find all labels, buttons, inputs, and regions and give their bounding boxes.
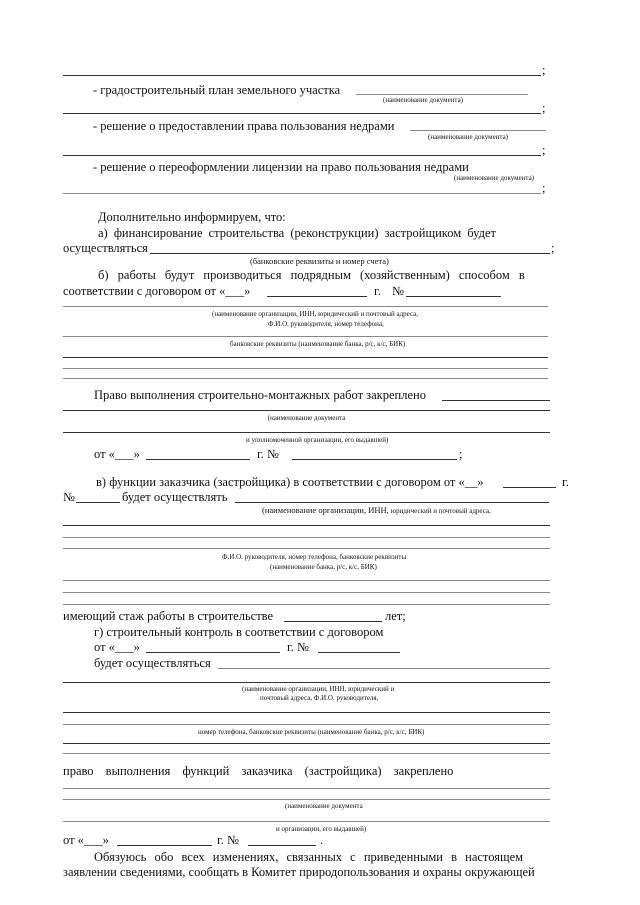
bank-caption: банковские реквизиты (наименование банка, р/с, к/с, БИК) xyxy=(230,340,406,348)
g-line: г) строительный контроль в соответствии с договором xyxy=(94,625,384,639)
fill-line[interactable] xyxy=(63,604,550,605)
org-caption: и организации, его выдавшей) xyxy=(276,825,367,833)
control-org-line[interactable] xyxy=(218,668,550,669)
fill-line[interactable] xyxy=(63,525,550,526)
fill-line[interactable] xyxy=(63,753,550,754)
stazh-end: лет; xyxy=(385,609,406,623)
fill-line[interactable] xyxy=(63,724,550,725)
fill-line[interactable] xyxy=(63,113,541,114)
closing-line2: заявлении сведениями, сообщать в Комитет природопользования и охраны окружающей xyxy=(63,865,535,879)
v-number-line[interactable] xyxy=(76,502,120,503)
org-caption xyxy=(262,505,491,515)
fill-line[interactable] xyxy=(63,306,548,307)
doc-caption: (наименование документа xyxy=(267,414,346,422)
control-number-line[interactable] xyxy=(318,652,400,653)
fill-line[interactable] xyxy=(63,743,550,744)
semicolon: ; xyxy=(542,143,546,157)
b-line2-mid: г. № xyxy=(374,284,404,298)
fill-line[interactable] xyxy=(63,368,548,369)
nedra-doc-line[interactable] xyxy=(410,130,546,131)
fill-line[interactable] xyxy=(63,592,550,593)
control-will: будет осуществляться xyxy=(94,656,211,670)
semicolon: ; xyxy=(551,241,555,255)
smr-ot-end: ; xyxy=(459,447,463,461)
finance-line[interactable] xyxy=(150,253,550,254)
org-caption: и уполномоченной организации, его выдавшей) xyxy=(246,436,389,444)
b-line1: б) работы будут производиться подрядным (хозяйственным) способом в xyxy=(98,268,525,282)
smr-ot-mid: г. № xyxy=(257,447,279,461)
intro-text: Дополнительно информируем, что: xyxy=(98,210,286,224)
fill-line[interactable] xyxy=(63,712,550,713)
fill-line[interactable] xyxy=(63,193,541,194)
contract-date-line[interactable] xyxy=(267,296,367,297)
fill-line[interactable] xyxy=(63,580,550,581)
org-caption: Ф.И.О. руководителя, номер телефона, xyxy=(268,320,384,328)
control-ot-start: от «___» xyxy=(94,640,140,654)
a-line1: а) финансирование строительства (реконструкции) застройщиком будет xyxy=(98,226,496,240)
rights-number-line[interactable] xyxy=(248,845,316,846)
doc-name-caption: (наименование документа) xyxy=(454,174,535,182)
fill-line[interactable] xyxy=(63,682,550,683)
bank-caption: номер телефона, банковские реквизиты (наименование банка, р/с, к/с, БИК) xyxy=(198,728,425,736)
smr-label: Право выполнения строительно-монтажных работ закреплено xyxy=(94,388,426,402)
doc-name-caption: (наименование документа) xyxy=(428,133,509,141)
bank-req-caption: (банковские реквизиты и номер счета) xyxy=(250,256,389,266)
v-line1-end: г. xyxy=(562,475,569,489)
rights-ot-end: . xyxy=(320,833,324,847)
fill-line[interactable] xyxy=(63,548,550,549)
a-line2: осуществляться xyxy=(63,241,148,255)
stazh-line[interactable] xyxy=(284,621,382,622)
v-date-line[interactable] xyxy=(503,487,556,488)
stazh-label: имеющий стаж работы в строительстве xyxy=(63,609,274,623)
rights-ot-mid: г. № xyxy=(217,833,239,847)
smr-date-line[interactable] xyxy=(146,459,250,460)
semicolon: ; xyxy=(542,101,546,115)
smr-number-line[interactable] xyxy=(292,459,457,460)
rights-date-line[interactable] xyxy=(117,845,212,846)
fill-line[interactable] xyxy=(63,75,541,76)
v-line2-no: № xyxy=(63,490,75,504)
org-caption: (наименование организации, ИНН, юридический и почтовый адреса, xyxy=(212,310,419,318)
gpzu-doc-line[interactable] xyxy=(356,94,528,95)
closing-line1: Обязуюсь обо всех изменениях, связанных с приведенными в настоящем xyxy=(94,850,524,864)
gpzu-label: - градостроительный план земельного участка xyxy=(93,83,341,97)
fill-line[interactable] xyxy=(63,336,548,337)
org-caption: почтовый адреса, Ф.И.О. руководителя, xyxy=(260,694,379,702)
semicolon: ; xyxy=(542,63,546,77)
org-caption-small: юридический и почтовый адреса, xyxy=(390,507,491,515)
fill-line[interactable] xyxy=(63,432,550,433)
smr-ot-start: от «___» xyxy=(94,447,140,461)
rights-ot-start: от «___» xyxy=(63,833,109,847)
contract-number-line[interactable] xyxy=(406,296,501,297)
org-caption-main: (наименование организации, ИНН, xyxy=(262,505,389,515)
control-ot-mid: г. № xyxy=(287,640,309,654)
smr-line[interactable] xyxy=(442,400,550,401)
v-line1: в) функции заказчика (застройщика) в соответствии с договором от «__» xyxy=(96,475,484,489)
fill-line[interactable] xyxy=(63,821,550,822)
license-label: - решение о переоформлении лицензии на право пользования недрами xyxy=(93,160,469,174)
b-line2-start: соответствии с договором от «___» xyxy=(63,284,251,298)
control-date-line[interactable] xyxy=(146,652,280,653)
fill-line[interactable] xyxy=(63,799,550,800)
fill-line[interactable] xyxy=(63,155,541,156)
doc-caption: (наименование документа xyxy=(285,802,363,810)
fill-line[interactable] xyxy=(63,410,550,411)
fill-line[interactable] xyxy=(63,537,550,538)
doc-name-caption: (наименование документа) xyxy=(383,96,464,104)
org-caption: (наименование организации, ИНН, юридический и xyxy=(242,685,395,693)
fill-line[interactable] xyxy=(63,378,548,379)
v-line2-text: будет осуществлять xyxy=(122,490,228,504)
fill-line[interactable] xyxy=(63,788,550,789)
v-org-line[interactable] xyxy=(235,502,549,503)
fill-line[interactable] xyxy=(63,357,548,358)
fio-caption: Ф.И.О. руководителя, номер телефона, банковские реквизиты xyxy=(222,553,407,561)
fio-caption: (наименование банка, р/с, к/с, БИК) xyxy=(270,563,377,571)
rights-label: право выполнения функций заказчика (застройщика) закреплено xyxy=(63,764,454,778)
nedra-label: - решение о предоставлении права пользования недрами xyxy=(93,119,395,133)
semicolon: ; xyxy=(542,181,546,195)
